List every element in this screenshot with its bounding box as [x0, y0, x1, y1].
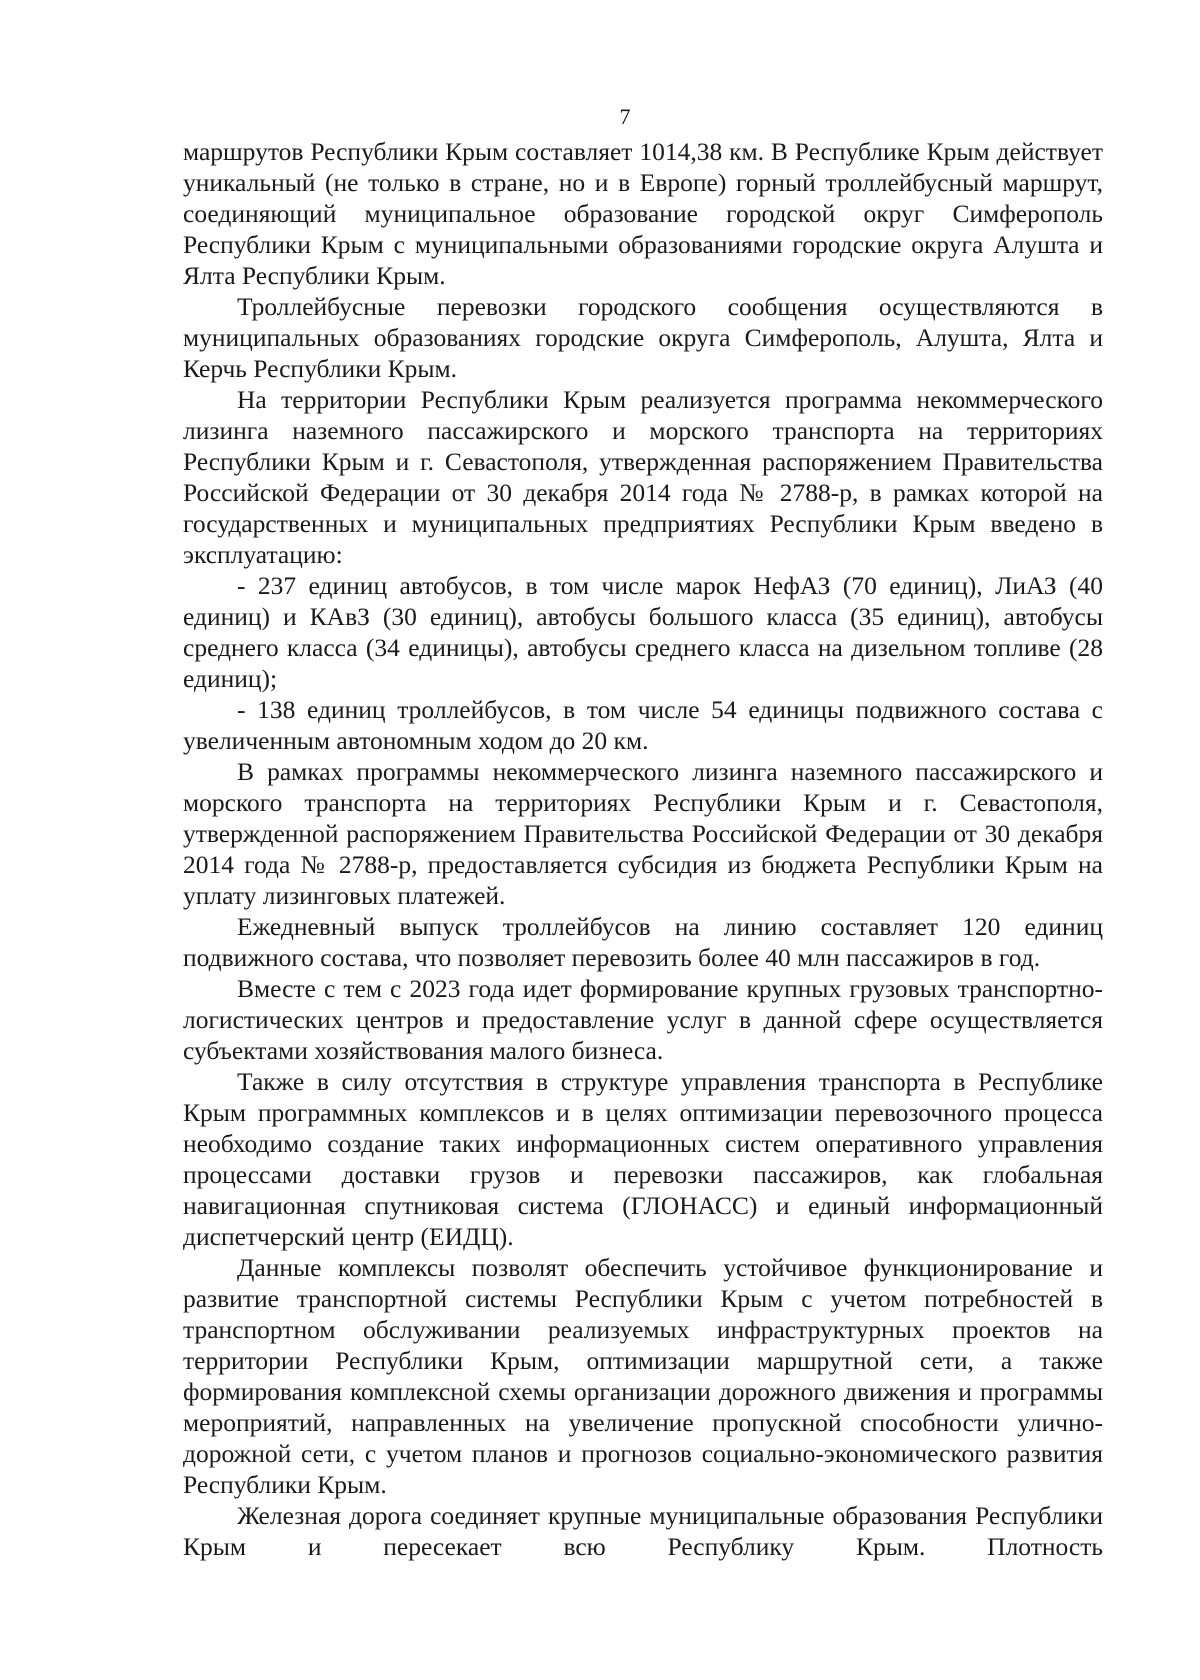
- paragraph-complexes-development: Данные комплексы позволят обеспечить устойчивое функционирование и развитие транспортной системы Республики Крым с учетом потребностей в транспортном обслуживании реализуемых инфраструктурных проектов на территории Республики Крым, оптимизации маршрутной сети, а также формирования комплексной схемы организации дорожного движения и программы мероприятий, направленных на увеличение пропускной способности улично-дорожной сети, с учетом планов и прогнозов социально-экономического развития Республики Крым.: [183, 1253, 1103, 1499]
- page-number: 7: [619, 104, 631, 129]
- paragraph-information-systems: Также в силу отсутствия в структуре управления транспорта в Республике Крым программных комплексов и в целях оптимизации перевозочного процесса необходимо создание таких информационных систем оперативного управления процессами доставки грузов и перевозки пассажиров, как глобальная навигационная спутниковая система (ГЛОНАСС) и единый информационный диспетчерский центр (ЕИДЦ).: [183, 1067, 1103, 1251]
- paragraph-railway: Железная дорога соединяет крупные муниципальные образования Республики Крым и пересекает всю Республику Крым. Плотность: [183, 1501, 1103, 1561]
- list-item-buses: - 237 единиц автобусов, в том числе марок НефАЗ (70 единиц), ЛиАЗ (40 единиц) и КАвЗ (30 единиц), автобусы большого класса (35 единиц), автобусы среднего класса (34 единицы), автобусы среднего класса на дизельном топливе (28 единиц);: [183, 571, 1103, 693]
- paragraph-route-length: маршрутов Республики Крым составляет 1014,38 км. В Республике Крым действует уникальный (не только в стране, но и в Европе) горный троллейбусный маршрут, соединяющий муниципальное образование городской округ Симферополь Республики Крым с муниципальными образованиями городские округа Алушта и Ялта Республики Крым.: [183, 137, 1103, 290]
- paragraph-trolleybus-urban: Троллейбусные перевозки городского сообщения осуществляются в муниципальных образованиях городские округа Симферополь, Алушта, Ялта и Керчь Республики Крым.: [183, 292, 1103, 383]
- paragraph-logistics-centers: Вместе с тем с 2023 года идет формирование крупных грузовых транспортно-логистических центров и предоставление услуг в данной сфере осуществляется субъектами хозяйствования малого бизнеса.: [183, 974, 1103, 1065]
- list-item-trolleybuses: - 138 единиц троллейбусов, в том числе 54 единицы подвижного состава с увеличенным автономным ходом до 20 км.: [183, 695, 1103, 755]
- paragraph-leasing-program: На территории Республики Крым реализуется программа некоммерческого лизинга наземного пассажирского и морского транспорта на территориях Республики Крым и г. Севастополя, утвержденная распоряжением Правительства Российской Федерации от 30 декабря 2014 года № 2788-р, в рамках которой на государственных и муниципальных предприятиях Республики Крым введено в эксплуатацию:: [183, 385, 1103, 569]
- paragraph-leasing-subsidy: В рамках программы некоммерческого лизинга наземного пассажирского и морского транспорта на территориях Республики Крым и г. Севастополя, утвержденной распоряжением Правительства Российской Федерации от 30 декабря 2014 года № 2788-р, предоставляется субсидия из бюджета Республики Крым на уплату лизинговых платежей.: [183, 757, 1103, 910]
- paragraph-daily-output: Ежедневный выпуск троллейбусов на линию составляет 120 единиц подвижного состава, что позволяет перевозить более 40 млн пассажиров в год.: [183, 912, 1103, 972]
- document-body: [183, 136, 1103, 1562]
